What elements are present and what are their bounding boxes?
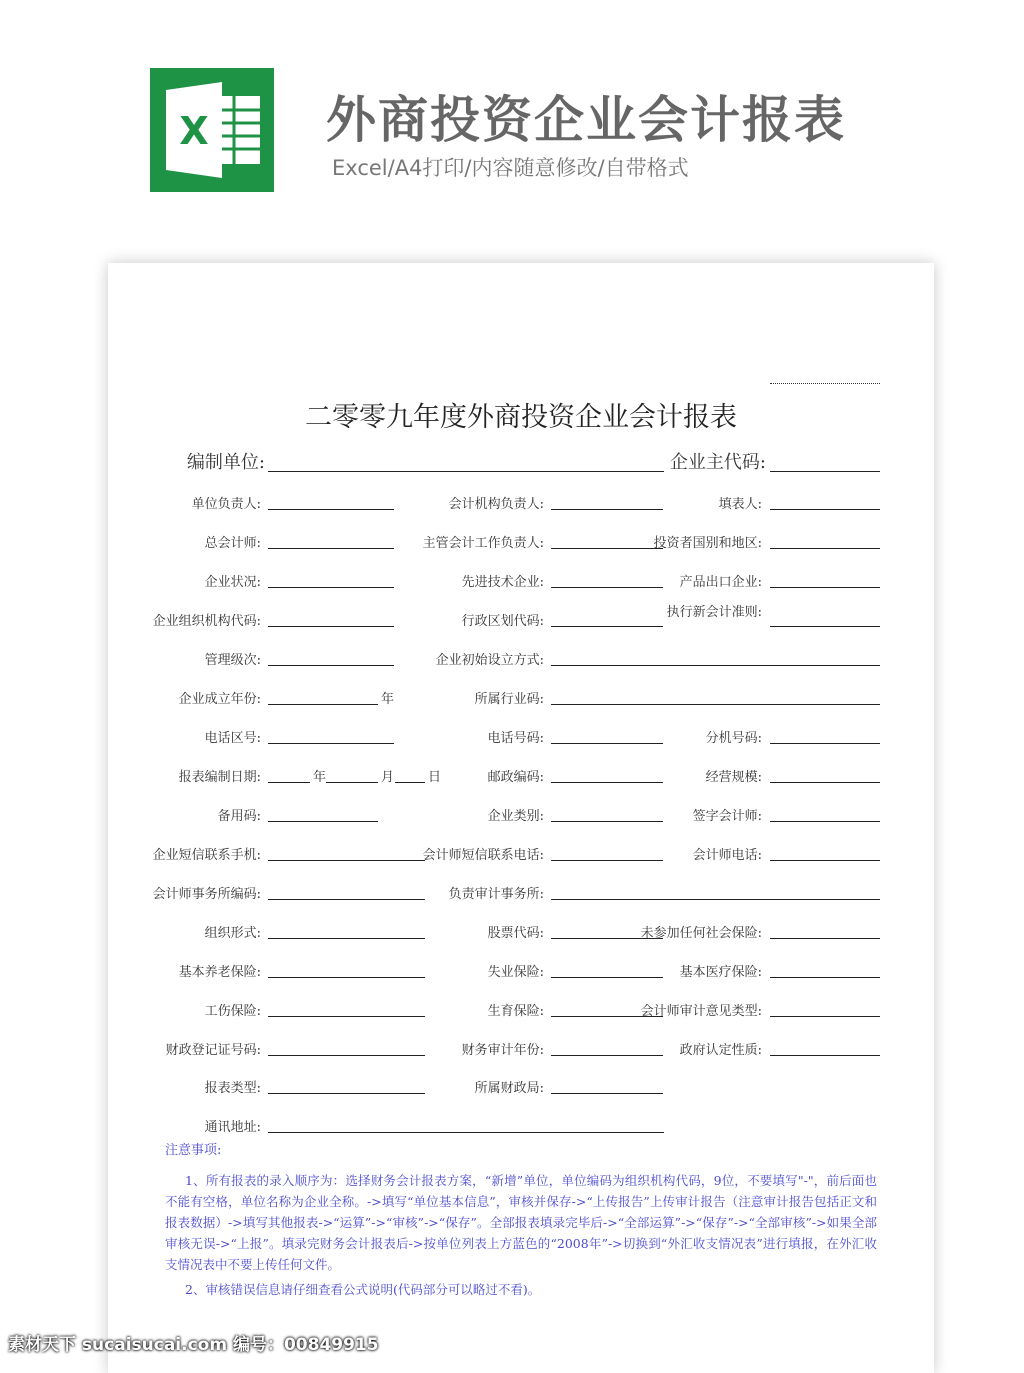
field-label: 财务审计年份: [461,1043,544,1058]
field-label: 分机号码: [705,731,762,746]
code-label: 企业主代码: [669,452,766,473]
address-input[interactable] [268,1132,664,1133]
field-label: 产品出口企业: [679,575,762,590]
form-sheet [108,263,934,1373]
field-label: 企业成立年份: [178,692,261,707]
year-unit: 年 [313,770,327,785]
page-title: 外商投资企业会计报表 [326,91,846,149]
field-label: 股票代码: [487,926,544,941]
field-label: 失业保险: [487,965,544,980]
unit-label: 编制单位: [186,452,265,473]
unit-field[interactable] [268,471,664,472]
field-label: 基本养老保险: [178,965,261,980]
field-input[interactable] [268,1055,425,1056]
field-input[interactable] [268,665,394,666]
field-input[interactable] [268,860,425,861]
field-label: 未参加任何社会保险: [640,926,762,941]
field-input[interactable] [770,782,880,783]
date-day-input[interactable] [395,782,425,783]
field-label: 会计师事务所编码: [152,887,261,902]
field-label: 报表编制日期: [178,770,261,785]
page-subtitle: Excel/A4打印/内容随意修改/自带格式 [332,156,689,180]
field-label: 电话号码: [487,731,544,746]
field-label: 工伤保险: [204,1004,261,1019]
field-input[interactable] [268,821,378,822]
field-input[interactable] [551,860,663,861]
date-year-input[interactable] [268,782,310,783]
field-input[interactable] [268,548,394,549]
field-input[interactable] [770,1055,880,1056]
note-1: 1、所有报表的录入顺序为：选择财务会计报表方案，“新增”单位，单位编码为组织机构代码，9位，不要填写"-"，前后面也不能有空格，单位名称为企业全称。->填写“单位基本信息”，审核并保存->“上传报告”上传审计报告（注意审计报告包括正文和报表数据）->填写其他报表->“运算”->“审核”->“保存”。全部报表填录完毕后->“全部运算”->“保存”->“全部审核”->如果全部审核无误->“上报”。填录完财务会计报表后->按单位列表上方蓝色的“2008年”->切换到“外汇收支情况表”进行填报，在外汇收支情况表中不要上传任何文件。 [165,1173,877,1272]
field-input[interactable] [770,1016,880,1017]
field-label: 投资者国别和地区: [653,536,762,551]
field-input[interactable] [551,665,880,666]
field-input[interactable] [770,626,880,627]
field-input[interactable] [268,626,394,627]
field-input[interactable] [770,938,880,939]
field-label: 报表类型: [204,1081,261,1096]
field-label: 会计机构负责人: [448,497,544,512]
field-label: 单位负责人: [191,497,261,512]
field-input[interactable] [551,782,663,783]
field-label: 组织形式: [204,926,261,941]
field-label: 邮政编码: [487,770,544,785]
field-input[interactable] [268,587,394,588]
code-field[interactable] [770,471,880,472]
field-label: 签字会计师: [692,809,762,824]
field-input[interactable] [551,977,663,978]
field-input[interactable] [551,587,663,588]
field-label: 经营规模: [705,770,762,785]
field-input[interactable] [770,743,880,744]
field-input[interactable] [551,899,880,900]
field-input[interactable] [551,1055,663,1056]
field-label: 所属财政局: [474,1081,544,1096]
field-label: 先进技术企业: [461,575,544,590]
field-label: 通讯地址: [204,1120,261,1135]
field-label: 负责审计事务所: [448,887,544,902]
field-input[interactable] [551,743,663,744]
year-unit: 年 [381,692,395,707]
field-input[interactable] [770,509,880,510]
field-input[interactable] [551,548,663,549]
field-label: 会计师短信联系电话: [422,848,544,863]
field-label: 企业组织机构代码: [152,614,261,629]
field-input[interactable] [268,1016,425,1017]
svg-text:X: X [179,109,209,153]
field-input[interactable] [770,587,880,588]
field-input[interactable] [268,938,425,939]
field-input[interactable] [551,509,663,510]
field-input[interactable] [268,743,394,744]
top-dotted-line [770,383,880,384]
field-input[interactable] [268,977,425,978]
excel-logo-icon [150,68,274,192]
day-unit: 日 [428,770,442,785]
field-label: 填表人: [718,497,762,512]
note-2: 2、审核错误信息请仔细查看公式说明(代码部分可以略过不看)。 [185,1282,541,1297]
field-label: 会计师审计意见类型: [640,1004,762,1019]
field-input[interactable] [770,821,880,822]
field-input[interactable] [551,821,663,822]
field-label: 会计师电话: [692,848,762,863]
field-input[interactable] [268,509,394,510]
field-label: 执行新会计准则: [666,605,762,620]
field-label: 电话区号: [204,731,261,746]
watermark: 素材天下 sucaisucai.com 编号：00849915 [8,1335,379,1355]
field-label: 所属行业码: [474,692,544,707]
document-title: 二零零九年度外商投资企业会计报表 [305,402,737,433]
field-label: 企业短信联系手机: [152,848,261,863]
field-label: 行政区划代码: [461,614,544,629]
field-label: 企业状况: [204,575,261,590]
field-input[interactable] [551,626,663,627]
field-label: 企业类别: [487,809,544,824]
date-month-input[interactable] [326,782,378,783]
field-label: 管理级次: [204,653,261,668]
field-label: 备用码: [217,809,261,824]
field-input[interactable] [770,977,880,978]
field-input[interactable] [770,860,880,861]
field-input[interactable] [268,704,378,705]
field-label: 总会计师: [204,536,261,551]
field-label: 主管会计工作负责人: [422,536,544,551]
field-input[interactable] [268,899,425,900]
field-label: 政府认定性质: [679,1043,762,1058]
field-label: 财政登记证号码: [165,1043,261,1058]
field-input[interactable] [551,1093,663,1094]
field-label: 生育保险: [487,1004,544,1019]
notes-heading: 注意事项: [165,1143,222,1158]
field-label: 基本医疗保险: [679,965,762,980]
month-unit: 月 [381,770,395,785]
field-input[interactable] [268,1093,425,1094]
field-input[interactable] [770,548,880,549]
field-input[interactable] [551,704,880,705]
field-label: 企业初始设立方式: [435,653,544,668]
